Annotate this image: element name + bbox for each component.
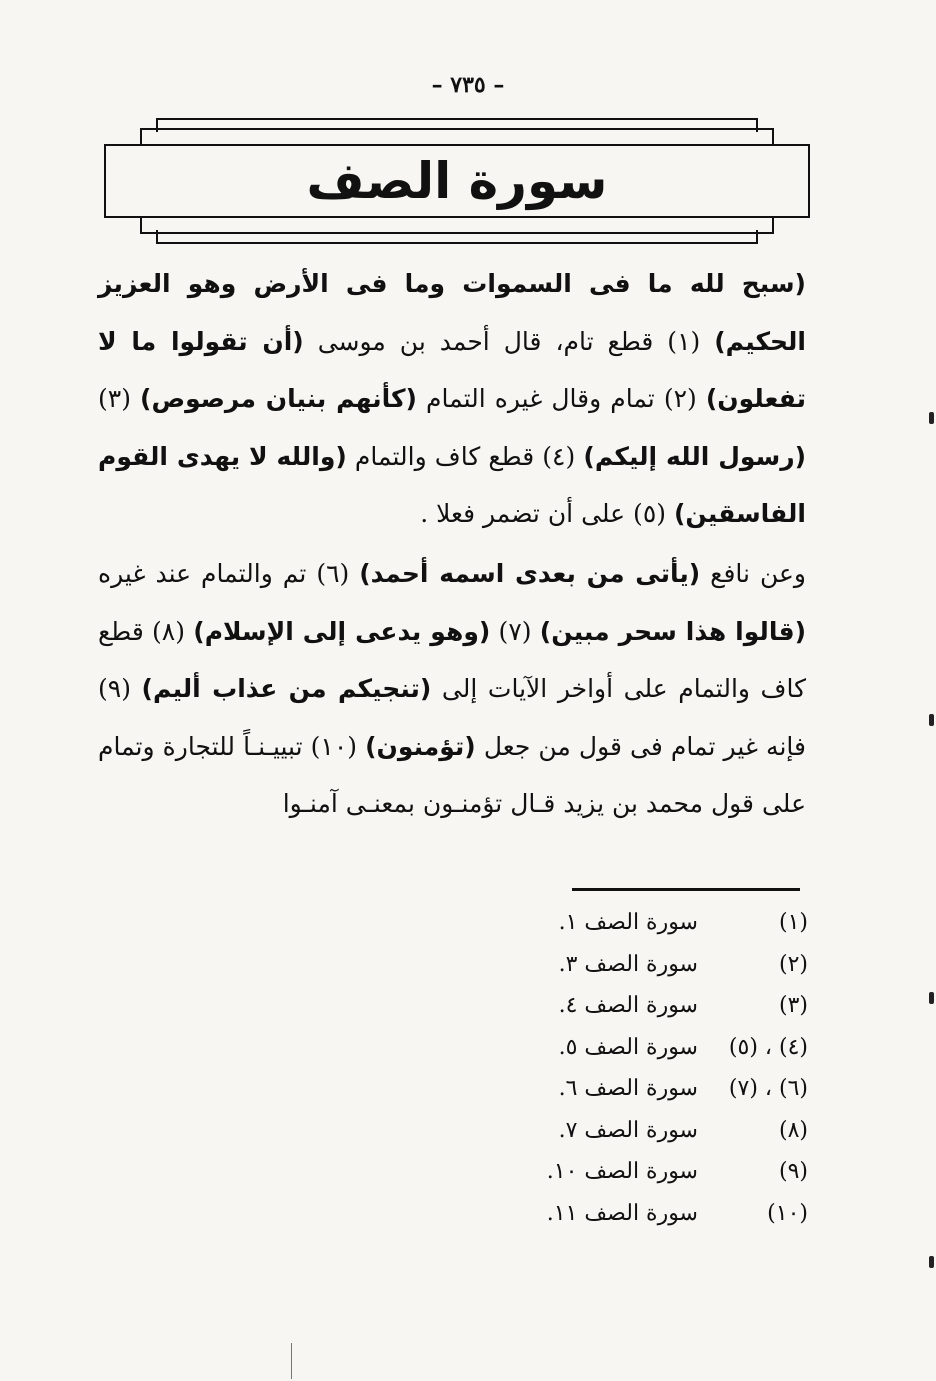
quran-verse: (والله لا يهدى القوم الفاسقين): [98, 441, 806, 529]
paragraph: [98, 255, 806, 543]
main-text: [98, 255, 806, 833]
footnote-marker: (٢): [778, 951, 808, 977]
commentary-text: (٨) قطع كاف والتمام على أواخر الآيات إلى: [98, 616, 806, 704]
footnote-marker: (١٠): [767, 1200, 808, 1226]
commentary-text: (٤) قطع كاف والتمام: [346, 441, 584, 471]
footnote-row: [490, 1068, 808, 1110]
quran-verse: (سبح لله ما فى السموات وما فى الأرض وهو العزيز الحكيم): [98, 269, 806, 356]
commentary-text: (٩) فإنه غير تمام فى قول من جعل: [98, 674, 806, 761]
footnote-row: [490, 1193, 808, 1235]
footnote-marker: (٩): [778, 1159, 808, 1185]
commentary-text: (٧): [490, 616, 540, 646]
margin-mark: [929, 1256, 934, 1268]
commentary-text: (٢) تمام وقال غيره التمام: [416, 384, 706, 414]
commentary-text: (٣): [98, 384, 141, 414]
footnote-reference: سورة الصف ٣.: [558, 951, 698, 977]
quran-verse: (وهو يدعى إلى الإسلام): [193, 616, 491, 646]
footnote-separator: [572, 888, 800, 891]
surah-title-frame: [104, 118, 810, 244]
footnote-reference: سورة الصف ٧.: [558, 1117, 698, 1143]
footnote-marker: (٣): [778, 993, 808, 1019]
quran-verse: (يأتى من بعدى اسمه أحمد): [359, 558, 701, 588]
quran-verse: (رسول الله إليكم): [583, 441, 807, 471]
footnote-marker: (١): [778, 910, 808, 936]
margin-mark: [929, 714, 934, 726]
footnotes-list: [490, 902, 808, 1234]
footnote-reference: سورة الصف ٥.: [558, 1034, 698, 1060]
stray-line: [291, 1343, 292, 1379]
footnote-reference: سورة الصف ١.: [558, 910, 698, 936]
paragraph: [98, 545, 806, 833]
margin-mark: [929, 412, 934, 424]
quran-verse: (تؤمنون): [365, 731, 476, 761]
footnote-reference: سورة الصف ٦.: [558, 1076, 698, 1102]
quran-verse: (قالوا هذا سحر مبين): [539, 616, 806, 646]
quran-verse: (كأنهم بنيان مرصوص): [140, 384, 417, 414]
footnote-row: [490, 1110, 808, 1152]
page-number: – ٧٣٥ –: [431, 72, 505, 98]
footnote-row: [490, 902, 808, 944]
footnote-reference: سورة الصف ١١.: [546, 1200, 698, 1226]
quran-verse: (أن تقولوا ما لا تفعلون): [98, 326, 806, 414]
footnote-marker: (٨): [778, 1117, 808, 1143]
commentary-text: وعن نافع: [700, 558, 806, 588]
footnote-row: [490, 1151, 808, 1193]
margin-mark: [929, 992, 934, 1004]
footnote-reference: سورة الصف ١٠.: [546, 1159, 698, 1185]
footnote-row: [490, 944, 808, 986]
quran-verse: (تنجيكم من عذاب أليم): [141, 674, 432, 704]
commentary-text: (٦) تم والتمام عند غيره: [98, 558, 360, 588]
frame-bottom-outer-line: [156, 230, 758, 244]
footnote-marker: (٦) ، (٧): [728, 1076, 808, 1102]
surah-title: سورة الصف: [306, 152, 608, 210]
commentary-text: (١) قطع تام، قال أحمد بن موسى: [303, 326, 715, 356]
footnote-row: [490, 985, 808, 1027]
footnote-marker: (٤) ، (٥): [728, 1034, 808, 1060]
commentary-text: (١٠) تبييـنـاً للتجارة وتمام على قول محمد بن يزيد قـال تؤمنـون بمعنـى آمنـوا: [98, 731, 806, 819]
footnote-reference: سورة الصف ٤.: [558, 993, 698, 1019]
footnote-row: [490, 1027, 808, 1069]
commentary-text: (٥) على أن تضمر فعلا .: [420, 499, 674, 529]
